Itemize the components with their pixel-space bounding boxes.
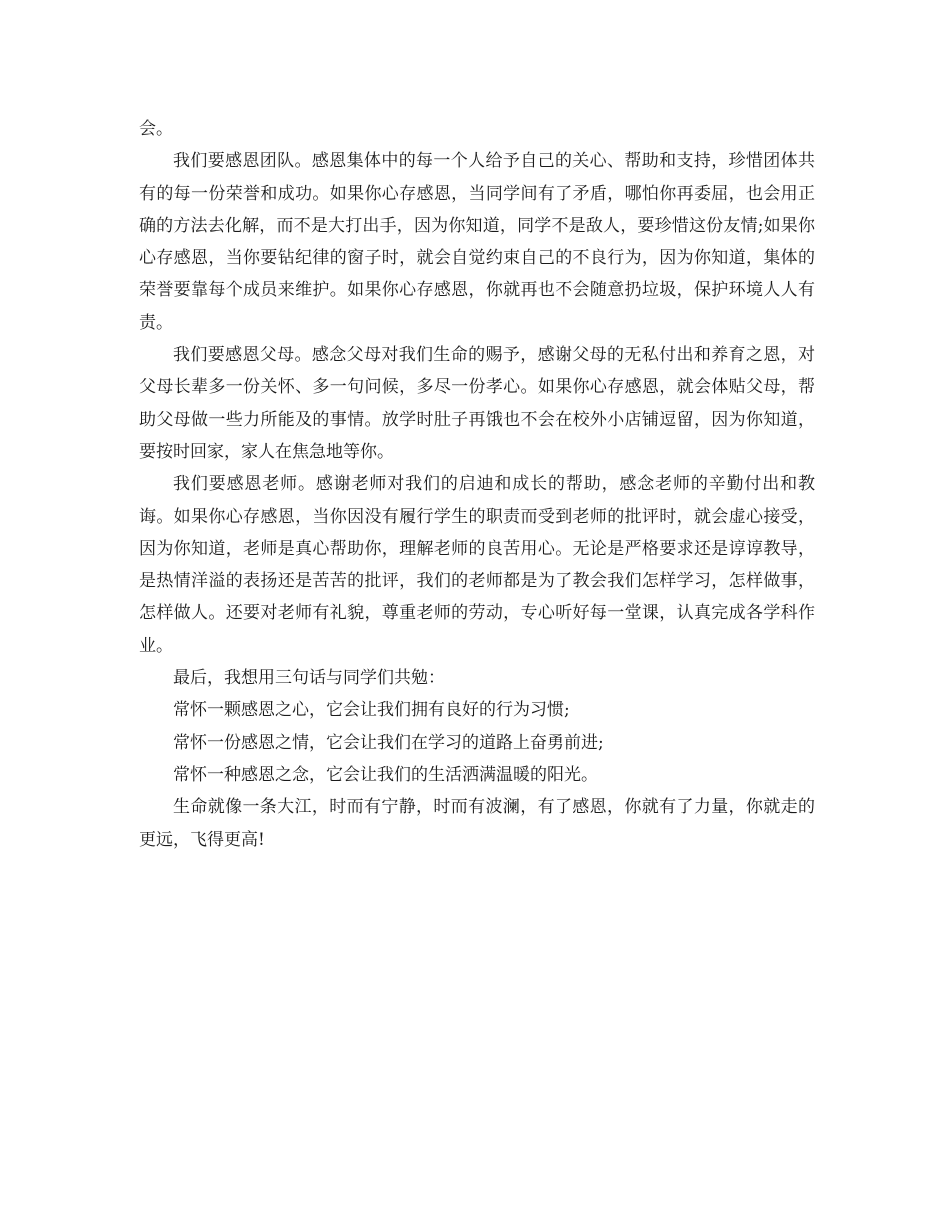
paragraph-gratitude-parents: 我们要感恩父母。感念父母对我们生命的赐予，感谢父母的无私付出和养育之恩，对父母长辈多一份关怀、多一句问候，多尽一份孝心。如果你心存感恩，就会体贴父母，帮助父母做一些力所能及的事情。放学时肚子再饿也不会在校外小店铺逗留，因为你知道，要按时回家，家人在焦急地等你。 xyxy=(139,345,815,462)
paragraph-closing-intro: 最后，我想用三句话与同学们共勉： xyxy=(173,668,445,689)
paragraph-motto-3: 常怀一种感恩之念，它会让我们的生活洒满温暖的阳光。 xyxy=(173,764,598,785)
paragraph-gratitude-team: 我们要感恩团队。感恩集体中的每一个人给予自己的关心、帮助和支持，珍惜团体共有的每一份荣誉和成功。如果你心存感恩，当同学间有了矛盾，哪怕你再委屈，也会用正确的方法去化解，而不是大打出手，因为你知道，同学不是敌人，要珍惜这份友情;如果你心存感恩，当你要钻纪律的窗子时，就会自觉约束自己的不良行为，因为你知道，集体的荣誉要靠每个成员来维护。如果你心存感恩，你就再也不会随意扔垃圾，保护环境人人有责。 xyxy=(139,151,815,333)
paragraph-motto-2: 常怀一份感恩之情，它会让我们在学习的道路上奋勇前进; xyxy=(173,732,604,753)
paragraph-motto-1: 常怀一颗感恩之心，它会让我们拥有良好的行为习惯; xyxy=(173,700,570,721)
paragraph-gratitude-teachers: 我们要感恩老师。感谢老师对我们的启迪和成长的帮助，感念老师的辛勤付出和教诲。如果你心存感恩，当你因没有履行学生的职责而受到老师的批评时，就会虚心接受，因为你知道，老师是真心帮助你，理解老师的良苦用心。无论是严格要求还是谆谆教导，是热情洋溢的表扬还是苦苦的批评，我们的老师都是为了教会我们怎样学习，怎样做事，怎样做人。还要对老师有礼貌，尊重老师的劳动，专心听好每一堂课，认真完成各学科作业。 xyxy=(139,474,815,656)
paragraph-continuation: 会。 xyxy=(139,119,173,139)
document-body xyxy=(139,113,815,856)
paragraph-conclusion: 生命就像一条大江，时而有宁静，时而有波澜，有了感恩，你就有了力量，你就走的更远，飞得更高! xyxy=(139,797,815,850)
